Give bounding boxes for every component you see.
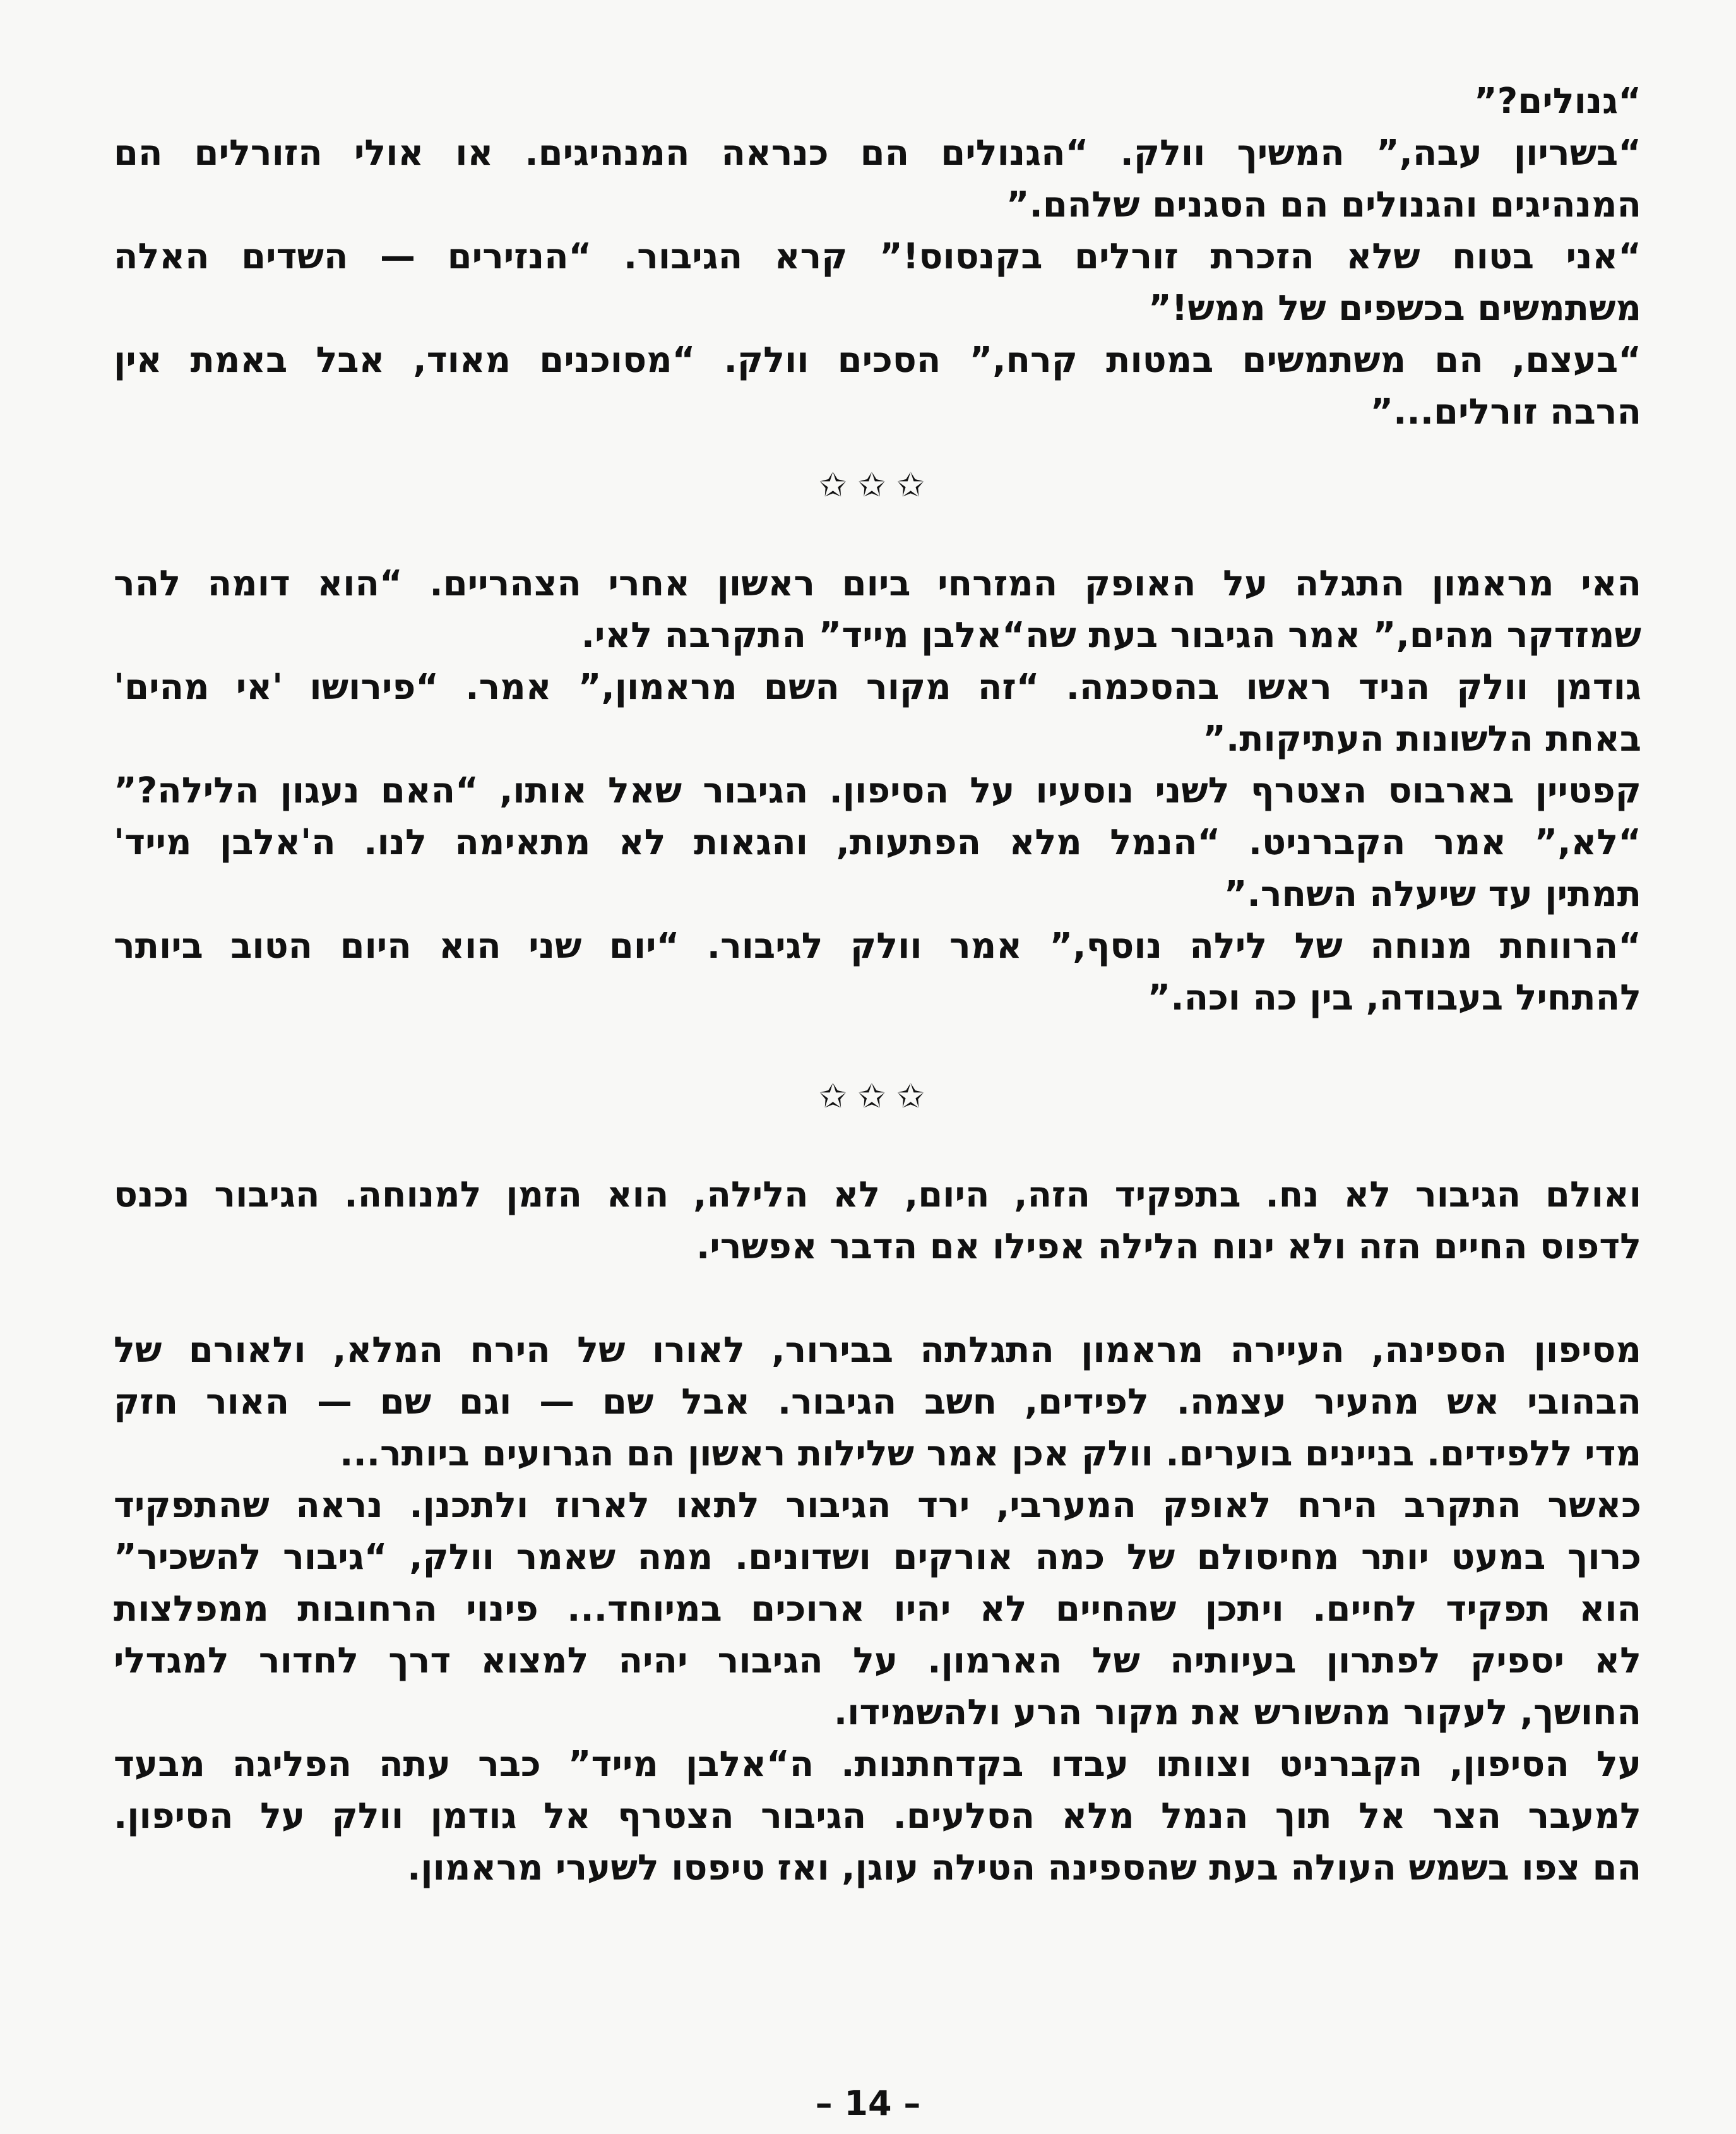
text-line: האי מראמון התגלה על האופק המזרחי ביום ראשון אחרי הצהריים. “הוא דומה להר (114, 563, 1641, 604)
text-line: שמזדקר מהים,” אמר הגיבור בעת שה“אלבן מייד” התקרבה לאי. (581, 615, 1641, 656)
paragraph-block-1 (114, 76, 1641, 438)
text-line: לדפוס החיים הזה ולא ינוח הלילה אפילו אם הדבר אפשרי. (696, 1226, 1641, 1267)
text-line: “אני בטוח שלא הזכרת זורלים בקנסוס!” קרא הגיבור. “הנזירים — השדים האלה (114, 236, 1641, 277)
text-line: החושך, לעקור מהשורש את מקור הרע ולהשמידו. (833, 1692, 1641, 1733)
paragraph-block-3 (114, 1169, 1641, 1273)
text-line: גודמן וולק הניד ראשו בהסכמה. “זה מקור השם מראמון,” אמר. “פירושו 'אי מהים' (114, 667, 1641, 708)
text-line: כאשר התקרב הירח לאופק המערבי, ירד הגיבור לתאו לארוז ולתכנן. נראה שהתפקיד (114, 1485, 1641, 1526)
paragraph-block-4 (114, 1325, 1641, 1894)
text-line: על הסיפון, הקברניט וצוותו עבדו בקדחתנות. ה“אלבן מייד” כבר עתה הפליגה מבעד (114, 1744, 1641, 1785)
section-divider-stars: ✩✩✩ (819, 1078, 936, 1116)
text-line: לא יספיק לפתרון בעיותיה של הארמון. על הגיבור יהיה למצוא דרך לחדור למגדלי (114, 1640, 1641, 1681)
paragraph-block-2 (114, 558, 1641, 1024)
text-line: באחת הלשונות העתיקות.” (1203, 718, 1641, 760)
page-text (114, 76, 1641, 1894)
text-line: “בעצם, הם משתמשים במטות קרח,” הסכים וולק. “מסוכנים מאוד, אבל באמת אין (114, 340, 1641, 381)
text-line: הבהובי אש מהעיר עצמה. לפידים, חשב הגיבור. אבל שם — וגם שם — האור חזק (114, 1381, 1641, 1422)
text-line: “לא,” אמר הקברניט. “הנמל מלא הפתעות, והגאות לא מתאימה לנו. ה'אלבן מייד' (114, 822, 1641, 863)
text-line: מדי ללפידים. בניינים בוערים. וולק אכן אמר שלילות ראשון הם הגרועים ביותר... (340, 1433, 1641, 1474)
text-line: הרבה זורלים...” (1370, 391, 1641, 432)
text-line: להתחיל בעבודה, בין כה וכה.” (1147, 977, 1641, 1018)
text-line: הוא תפקיד לחיים. ויתכן שהחיים לא יהיו ארוכים במיוחד... פינוי הרחובות ממפלצות (114, 1589, 1641, 1630)
text-line: כרוך במעט יותר מחיסולם של כמה אורקים ושדונים. ממה שאמר וולק, “גיבור להשכיר” (114, 1537, 1641, 1578)
text-line: ואולם הגיבור לא נח. בתפקיד הזה, היום, לא הלילה, הוא הזמן למנוחה. הגיבור נכנס (114, 1174, 1641, 1215)
text-line: תמתין עד שיעלה השחר.” (1223, 874, 1641, 915)
text-line: “הרווחת מנוחה של לילה נוסף,” אמר וולק לגיבור. “יום שני הוא היום הטוב ביותר (114, 926, 1641, 967)
text-line: “בשריון עבה,” המשיך וולק. “הגנולים הם כנראה המנהיגים. או אולי הזורלים הם (114, 133, 1641, 174)
page-number: – 14 – (815, 2083, 921, 2123)
text-line: למעבר הצר אל תוך הנמל מלא הסלעים. הגיבור הצטרף אל גודמן וולק על הסיפון. (114, 1796, 1641, 1837)
text-line: “גנולים?” (1473, 81, 1641, 122)
section-divider-stars: ✩✩✩ (819, 467, 936, 504)
text-line: קפטיין בארבוס הצטרף לשני נוסעיו על הסיפון. הגיבור שאל אותו, “האם נעגון הלילה?” (114, 770, 1641, 811)
text-line: הם צפו בשמש העולה בעת שהספינה הטילה עוגן, ואז טיפסו לשערי מראמון. (407, 1847, 1641, 1888)
text-line: משתמשים בכשפים של ממש!” (1148, 288, 1641, 329)
text-line: המנהיגים והגנולים הם הסגנים שלהם.” (1006, 184, 1641, 225)
text-line: מסיפון הספינה, העיירה מראמון התגלתה בבירור, לאורו של הירח המלא, ולאורם של (114, 1330, 1641, 1371)
